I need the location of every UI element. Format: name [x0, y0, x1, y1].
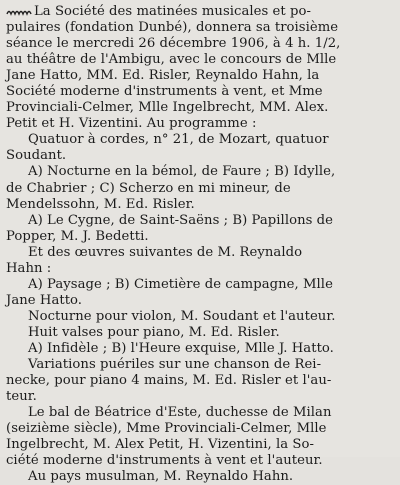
article-line: de Chabrier ; C) Scherzo en mi mineur, de [6, 180, 291, 196]
article-line: ciété moderne d'instruments à vent et l'auteur. [6, 453, 323, 469]
article-line [6, 4, 394, 20]
article-line: séance le mercredi 26 décembre 1906, à 4 h. 1/2, [6, 36, 341, 52]
article-line: Petit et H. Vizentini. Au programme : [6, 116, 257, 132]
article-line: A) Nocturne en la bémol, de Faure ; B) Idylle, [28, 164, 336, 180]
article-line: Au pays musulman, M. Reynaldo Hahn. [28, 469, 294, 485]
article-line: Variations puériles sur une chanson de Rei- [28, 357, 322, 373]
article-line: pulaires (fondation Dunbé), donnera sa troisième [6, 20, 339, 36]
article-line-text: La Société des matinées musicales et po- [34, 4, 311, 19]
article-text [6, 4, 394, 485]
article-line: Nocturne pour violon, M. Soudant et l'auteur. [28, 308, 336, 324]
article-line: Huit valses pour piano, M. Ed. Risler. [28, 324, 280, 340]
article-line: A) Infidèle ; B) l'Heure exquise, Mlle J. Hatto. [28, 340, 334, 356]
article-line: Et des œuvres suivantes de M. Reynaldo [28, 244, 303, 260]
article-line: (seizième siècle), Mme Provinciali-Celmer, Mlle [6, 421, 327, 437]
ornament-icon [6, 7, 32, 17]
article-line: Soudant. [6, 148, 67, 164]
article-line: A) Le Cygne, de Saint-Saëns ; B) Papillons de [28, 212, 334, 228]
article-line: Société moderne d'instruments à vent, et Mme [6, 84, 323, 100]
article-line: necke, pour piano 4 mains, M. Ed. Risler et l'au- [6, 373, 332, 389]
article-line: au théâtre de l'Ambigu, avec le concours de Mlle [6, 52, 337, 68]
article-line: Provinciali-Celmer, Mlle Ingelbrecht, MM. Alex. [6, 100, 329, 116]
article-line: Ingelbrecht, M. Alex Petit, H. Vizentini, la So- [6, 437, 314, 453]
article-line: Popper, M. J. Bedetti. [6, 228, 149, 244]
article-line: A) Paysage ; B) Cimetière de campagne, Mlle [28, 276, 333, 292]
article-line: Mendelssohn, M. Ed. Risler. [6, 196, 195, 212]
article-line: teur. [6, 389, 37, 405]
article-line: Jane Hatto. [6, 292, 83, 308]
article-line: Jane Hatto, MM. Ed. Risler, Reynaldo Hahn, la [6, 68, 320, 84]
article-line: Quatuor à cordes, n° 21, de Mozart, quatuor [28, 132, 329, 148]
article-line: Hahn : [6, 260, 52, 276]
article-line: Le bal de Béatrice d'Este, duchesse de Milan [28, 405, 332, 421]
